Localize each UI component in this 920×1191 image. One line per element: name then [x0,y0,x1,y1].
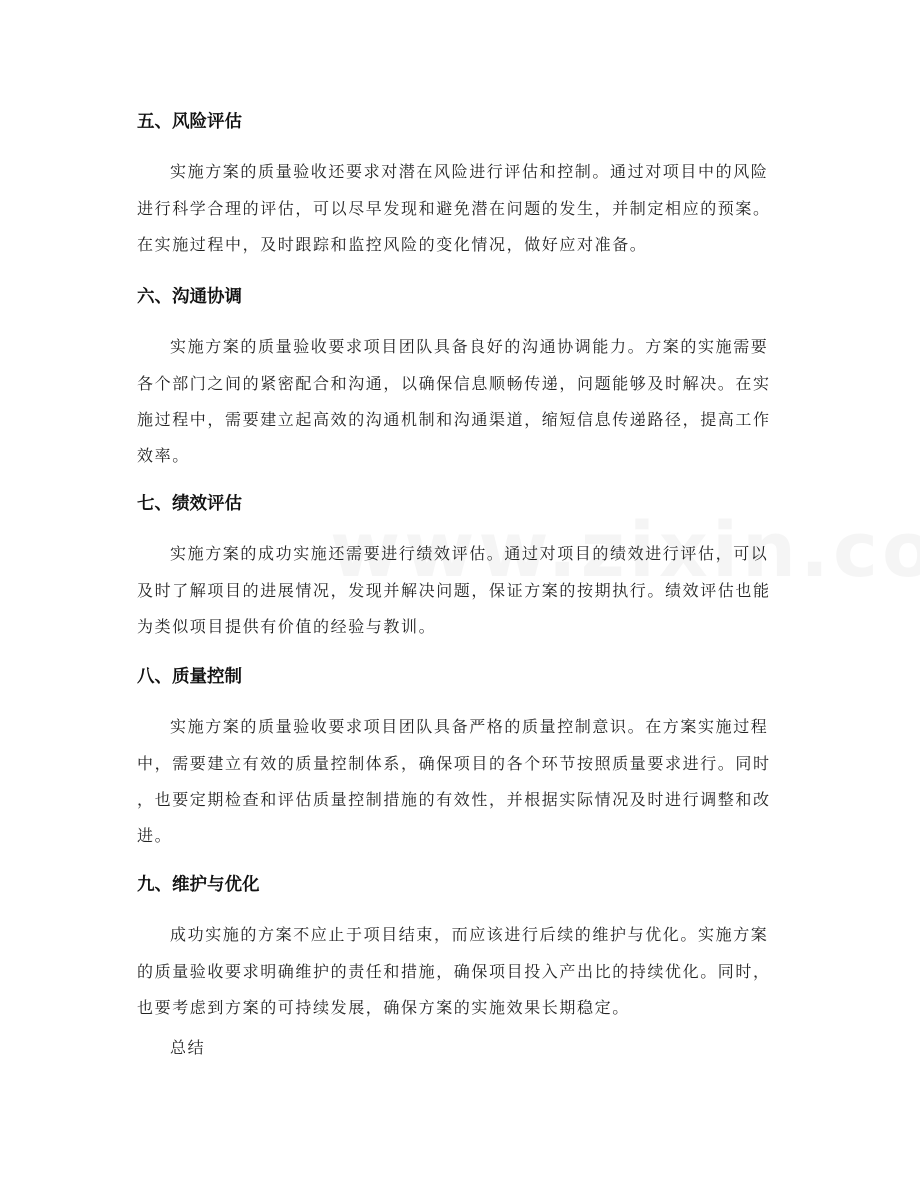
paragraph-line: 进。 [137,826,173,845]
paragraph-line: 实施方案的质量验收要求项目团队具备良好的沟通协调能力。方案的实施需要 [170,337,769,356]
paragraph-line: 也要考虑到方案的可持续发展，确保方案的实施效果长期稳定。 [137,998,630,1017]
paragraph-line: 在实施过程中，及时跟踪和监控风险的变化情况，做好应对准备。 [137,235,648,254]
section-heading: 七、绩效评估 [137,494,242,514]
paragraph-line: 进行科学合理的评估，可以尽早发现和避免潜在问题的发生，并制定相应的预案。 [137,199,771,218]
section-heading: 八、质量控制 [137,667,242,687]
section-heading: 六、沟通协调 [137,287,242,307]
paragraph-line: 及时了解项目的进展情况，发现并解决问题，保证方案的按期执行。绩效评估也能 [137,581,771,600]
paragraph-line: 中，需要建立有效的质量控制体系，确保项目的各个环节按照质量要求进行。同时 [137,754,771,773]
paragraph-line: 为类似项目提供有价值的经验与教训。 [137,617,437,636]
paragraph-line: 效率。 [137,446,190,465]
summary-label: 总结 [170,1038,206,1057]
section-heading: 五、风险评估 [137,112,242,132]
paragraph-line: 的质量验收要求明确维护的责任和措施，确保项目投入产出比的持续优化。同时， [137,962,771,981]
paragraph-line: 实施方案的质量验收要求项目团队具备严格的质量控制意识。在方案实施过程 [170,717,769,736]
paragraph-line: 施过程中，需要建立起高效的沟通机制和沟通渠道，缩短信息传递路径，提高工作 [137,410,771,429]
section-heading: 九、维护与优化 [137,875,260,895]
paragraph-line: 成功实施的方案不应止于项目结束，而应该进行后续的维护与优化。实施方案 [170,925,769,944]
paragraph-line: 实施方案的成功实施还需要进行绩效评估。通过对项目的绩效进行评估，可以 [170,544,769,563]
paragraph-line: 实施方案的质量验收还要求对潜在风险进行评估和控制。通过对项目中的风险 [170,162,769,181]
paragraph-line: ，也要定期检查和评估质量控制措施的有效性，并根据实际情况及时进行调整和改 [137,790,771,809]
paragraph-line: 各个部门之间的紧密配合和沟通，以确保信息顺畅传递，问题能够及时解决。在实 [137,374,771,393]
